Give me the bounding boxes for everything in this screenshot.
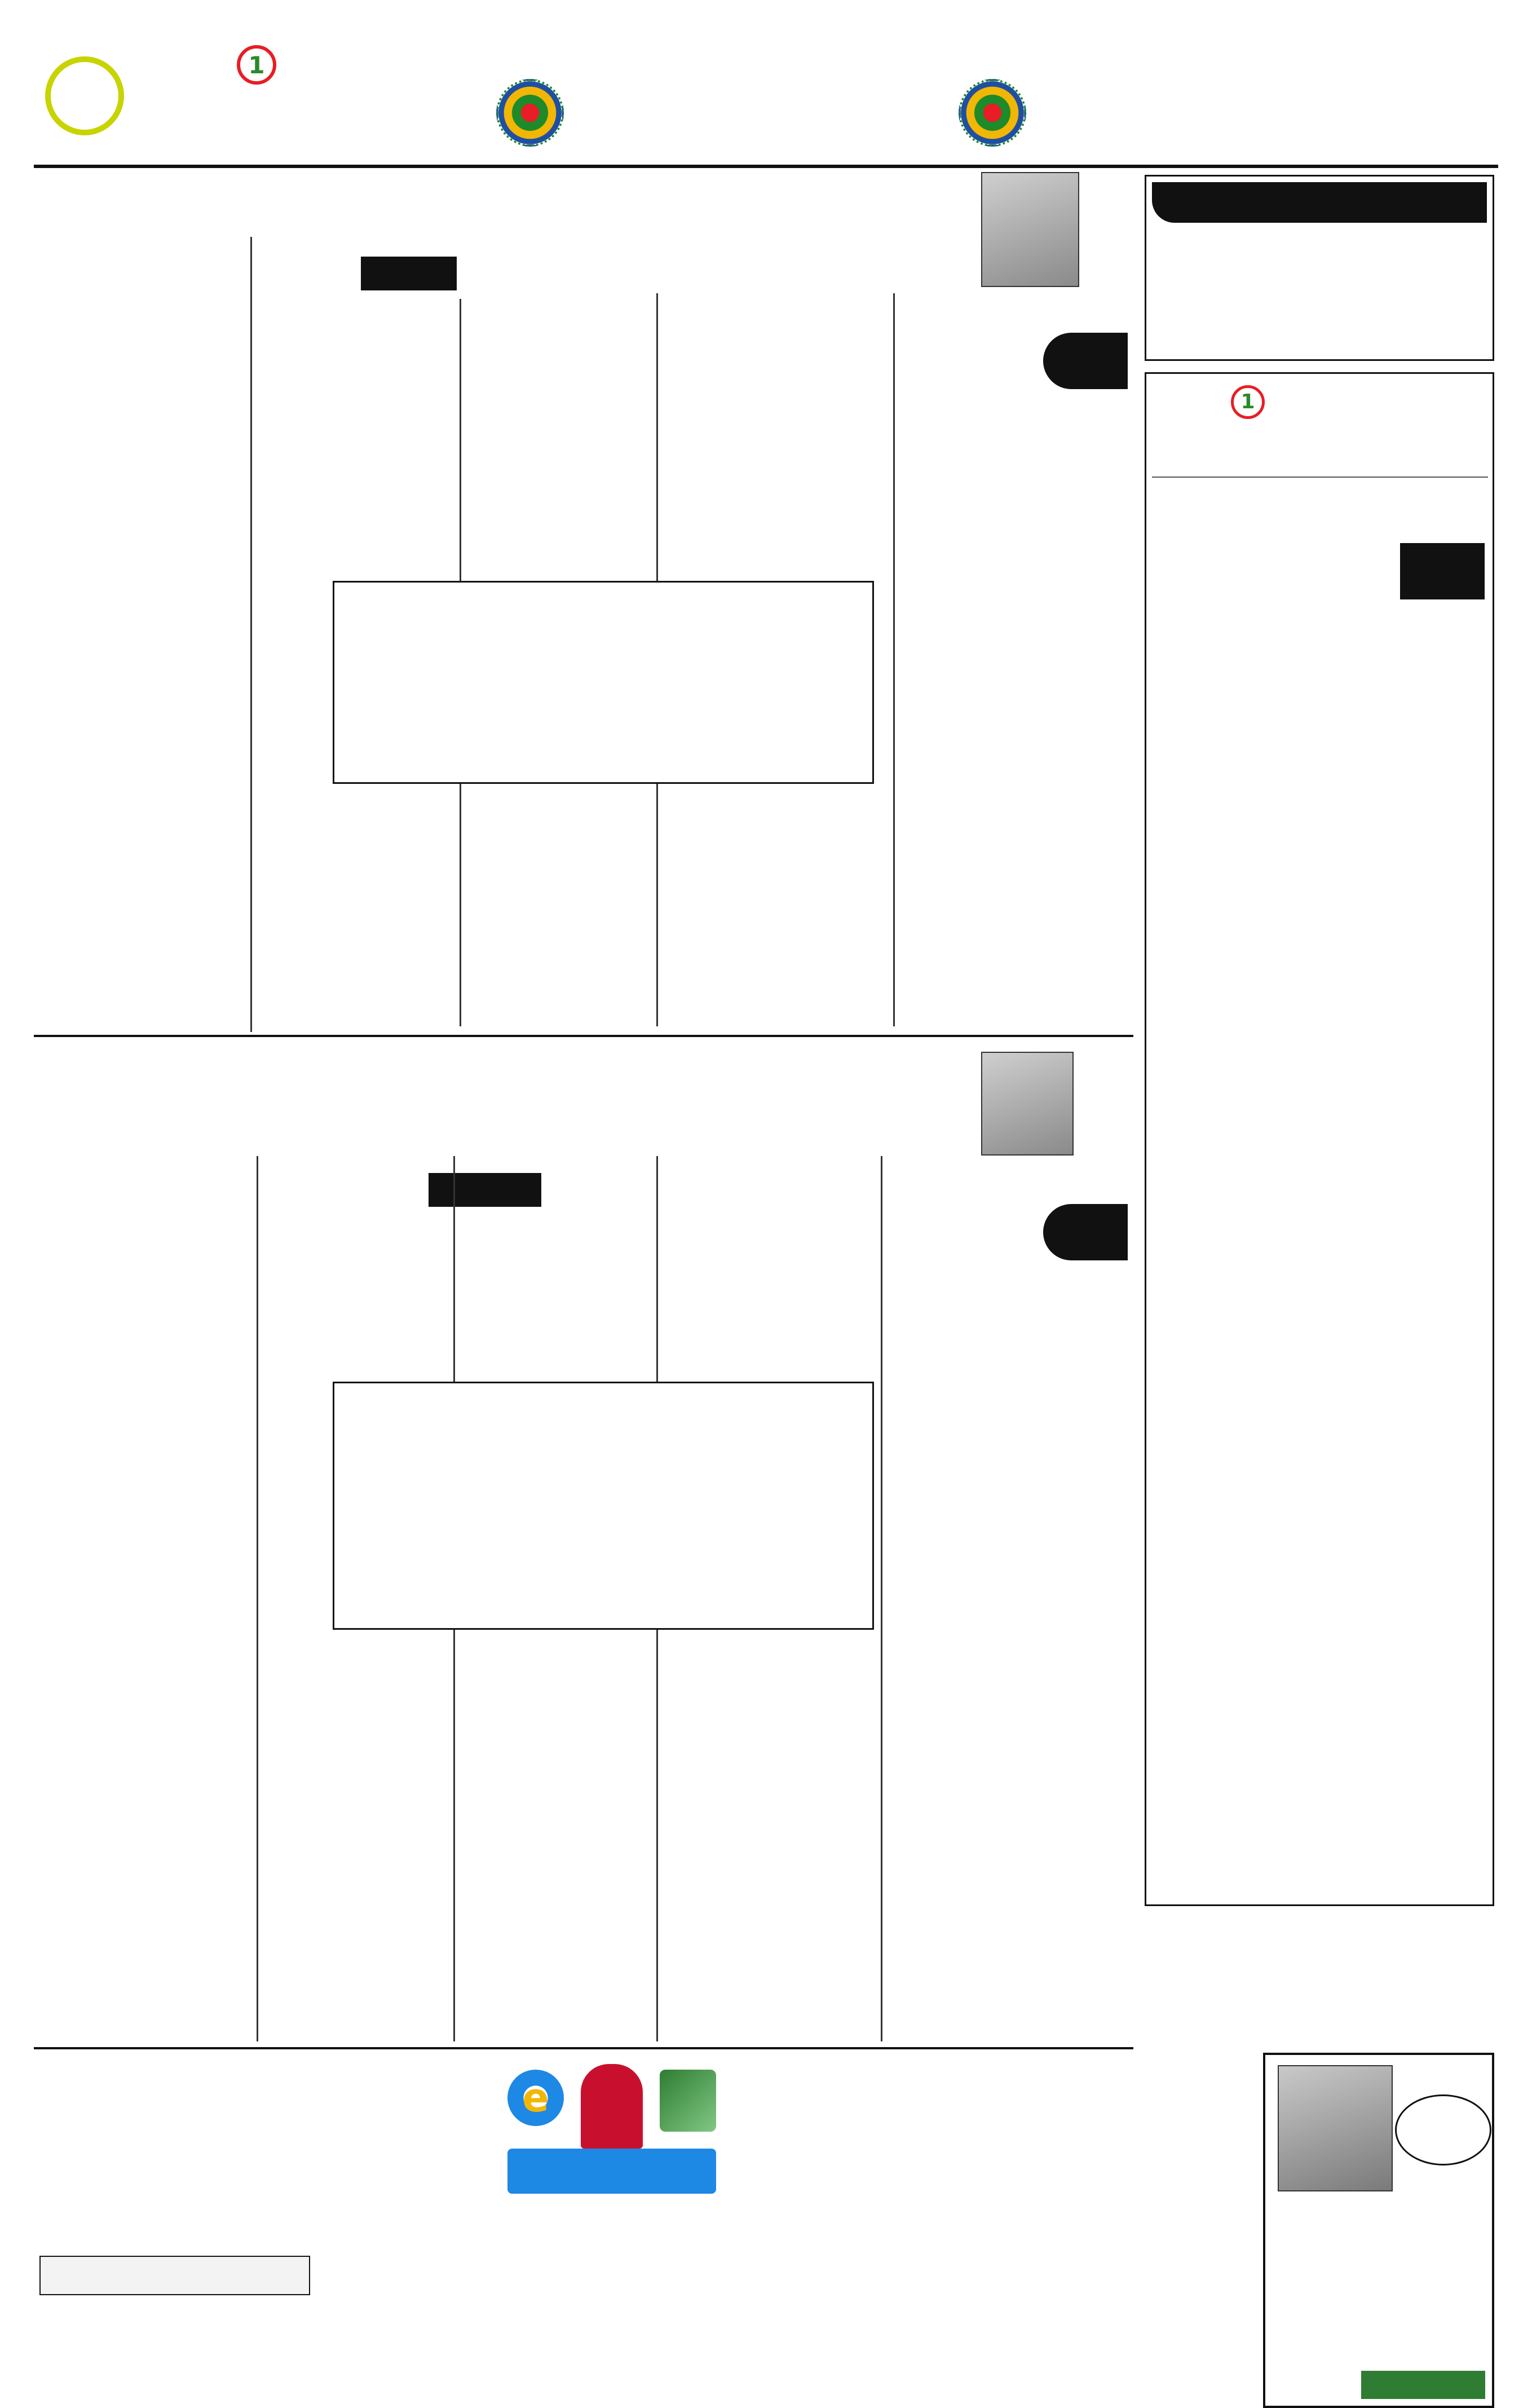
- rosette-right-icon: [959, 79, 1026, 147]
- second-article-col-3: [462, 1218, 648, 2041]
- second-article-col-5: [39, 1156, 248, 2013]
- second-article-col-1: [891, 1269, 1128, 2041]
- quote-item: [1154, 228, 1485, 232]
- letters-separator: [34, 2047, 1133, 2049]
- editorial-sidebar: [1145, 372, 1494, 1906]
- letters-notice: [39, 2256, 310, 2295]
- country-tag: [1043, 333, 1128, 389]
- poem-photo: [1278, 2065, 1393, 2191]
- letter3-body: [39, 2058, 310, 2199]
- quill-icon: [660, 2070, 716, 2132]
- article-separator: [34, 1035, 1133, 1037]
- col-divider: [250, 237, 252, 1032]
- author-photo: [981, 172, 1079, 287]
- logo-emblem-icon: 1: [1231, 385, 1265, 419]
- letter1-body: [925, 2137, 1128, 2402]
- quotes-box: [1145, 175, 1494, 361]
- mailbox-icon: [581, 2064, 643, 2149]
- section-tag-bazgasht: [429, 1173, 541, 1207]
- second-author-photo: [981, 1052, 1074, 1156]
- paper-logo: [158, 45, 474, 141]
- main-pull-quote: [333, 581, 874, 784]
- letter1-body-cont: [733, 2058, 913, 2402]
- col-divider: [257, 1156, 258, 2041]
- quotes-title-bar: [1152, 182, 1487, 223]
- date-tag: [1043, 1204, 1128, 1260]
- browser-icon: e: [507, 2070, 564, 2126]
- col-divider: [881, 1156, 882, 2041]
- poem-poet: [1361, 2371, 1485, 2399]
- letters-banner: [496, 2058, 722, 2222]
- rosette-left-icon: [496, 79, 564, 147]
- main-article-col-5: [39, 248, 242, 987]
- editorial-logo-rule: [1152, 477, 1488, 478]
- editorial-logo: [1197, 385, 1445, 470]
- letters-banner-bar: [507, 2149, 716, 2194]
- editorial-body: [1154, 543, 1485, 1863]
- masthead-rule: [34, 165, 1498, 168]
- masthead: [34, 34, 1498, 164]
- section-tag-jaiza: [361, 257, 457, 290]
- poem-box: [1263, 2053, 1494, 2408]
- letter3-body-cont: [496, 2228, 722, 2402]
- main-article-col-1: [902, 395, 1128, 1032]
- letter2-body: [321, 2177, 485, 2402]
- poem-title: [1395, 2094, 1491, 2166]
- logo-emblem-icon: 1: [237, 45, 276, 85]
- second-pull-quote: [333, 1382, 874, 1630]
- page-number-badge: [45, 56, 124, 135]
- col-divider: [893, 293, 895, 1026]
